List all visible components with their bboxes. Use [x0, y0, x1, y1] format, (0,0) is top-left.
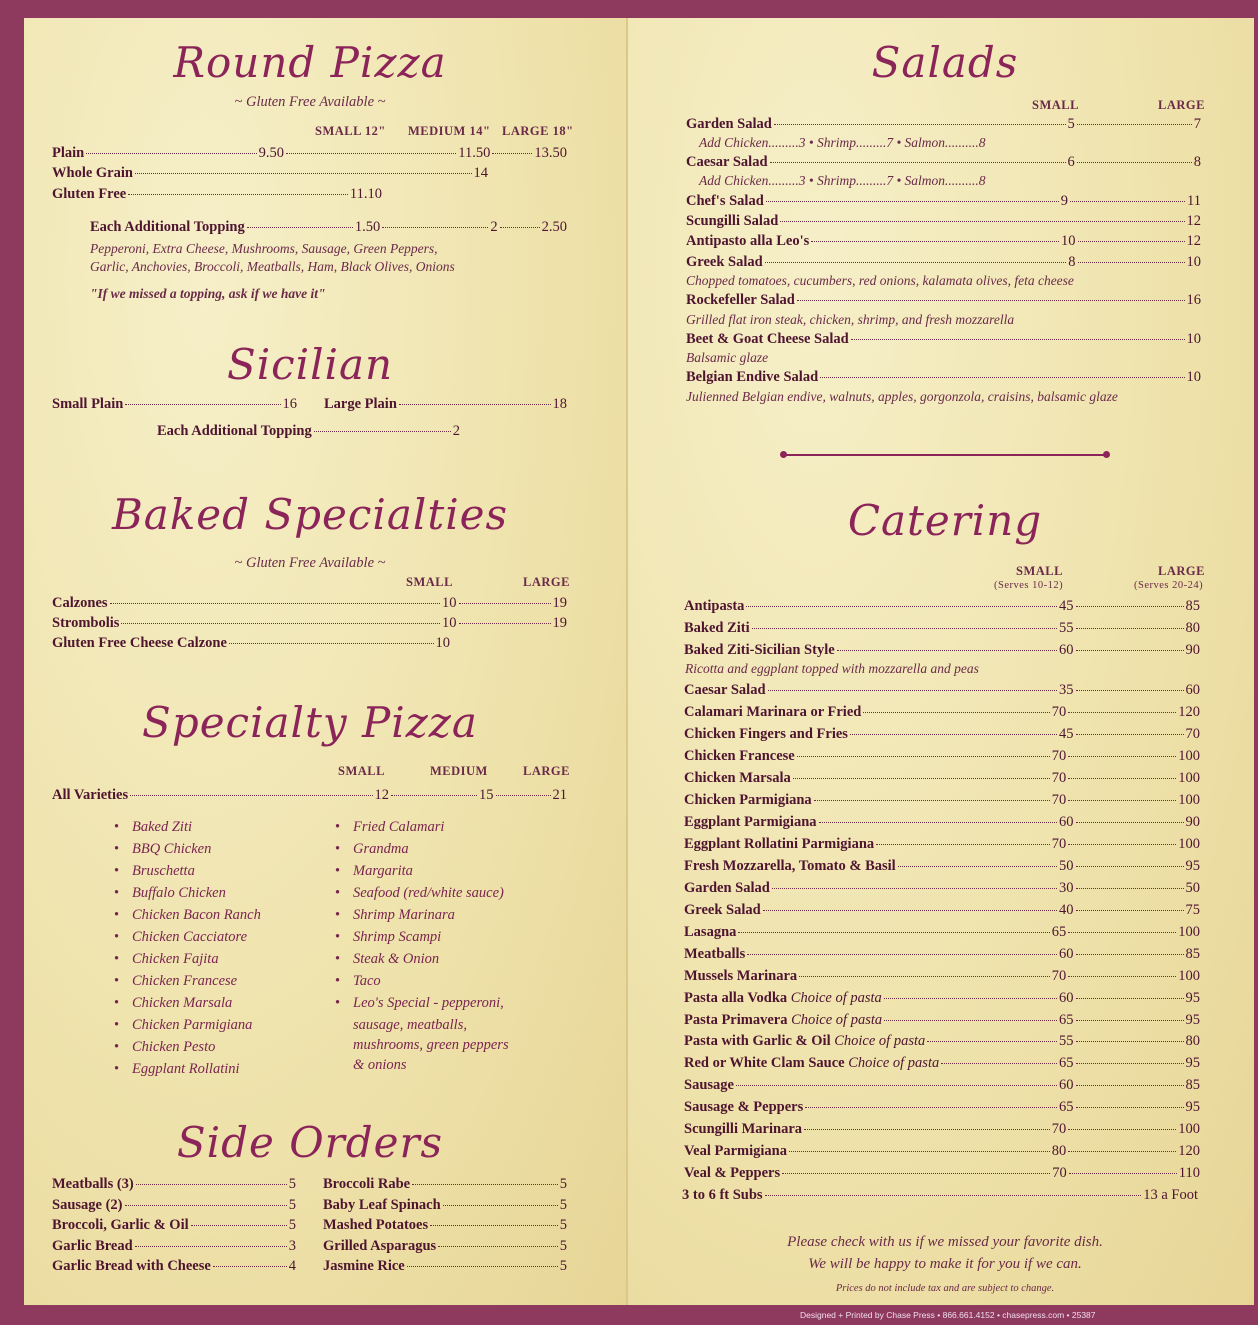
price-small: 60: [1059, 946, 1074, 962]
catering-row: [684, 620, 1200, 638]
belgian-desc: Julienned Belgian endive, walnuts, apples, gorgonzola, craisins, balsamic glaze: [686, 389, 1118, 404]
leos-special-cont-3: & onions: [353, 1057, 407, 1073]
specialty-col-small: SMALL: [338, 764, 385, 778]
item-price: 5: [559, 1258, 567, 1274]
catering-row: [684, 1055, 1200, 1073]
catering-note-2: We will be happy to make it for you if we can.: [808, 1256, 1082, 1272]
catering-col-small: SMALL: [1016, 564, 1063, 578]
price-large: 95: [1185, 1099, 1200, 1115]
catering-row: [684, 748, 1200, 766]
price-large: 11: [1187, 193, 1201, 209]
item-name: Eggplant Parmigiana: [684, 814, 817, 830]
item-price: 5: [559, 1217, 567, 1233]
specialty-item: • Chicken Fajita: [114, 951, 261, 973]
catering-row: [684, 858, 1200, 876]
catering-row: [684, 902, 1200, 920]
price-large: 100: [1178, 924, 1200, 940]
item-name: Beet & Goat Cheese Salad: [686, 331, 849, 347]
baked-col-large: LARGE: [523, 575, 570, 589]
item-name: Gluten Free Cheese Calzone: [52, 635, 227, 651]
sicilian-topping-row: [157, 423, 460, 441]
item-price: 5: [559, 1176, 567, 1192]
catering-row: [684, 836, 1200, 854]
round-col-medium: MEDIUM 14": [408, 124, 491, 138]
item-price: 13 a Foot: [1143, 1187, 1198, 1203]
catering-row: [684, 682, 1200, 700]
salads-col-large: LARGE: [1158, 98, 1205, 112]
item-name: Pasta with Garlic & Oil Choice of pasta: [684, 1033, 926, 1049]
item-name: Veal Parmigiana: [684, 1143, 787, 1159]
item-name: Belgian Endive Salad: [686, 369, 819, 385]
baked-row: [52, 595, 567, 613]
item-name: Broccoli, Garlic & Oil: [52, 1217, 189, 1233]
salad-row: [686, 116, 1201, 134]
specialty-item: • Chicken Cacciatore: [114, 929, 261, 951]
price-large: 21: [552, 787, 567, 803]
topping-list-line-1: Pepperoni, Extra Cheese, Mushrooms, Sausage, Green Peppers,: [90, 241, 438, 256]
round-topping-row: [90, 219, 567, 237]
price-large: 100: [1178, 836, 1200, 852]
specialty-item: • Chicken Pesto: [114, 1039, 261, 1061]
price-small: 70: [1051, 748, 1067, 764]
price-large: 16: [1186, 292, 1201, 308]
specialty-col-medium: MEDIUM: [430, 764, 488, 778]
item-name: Broccoli Rabe: [323, 1176, 411, 1192]
round-gluten-free-row: [52, 186, 382, 204]
item-note: Choice of pasta: [790, 990, 882, 1006]
price-large: 90: [1185, 642, 1200, 658]
item-price: 5: [559, 1197, 567, 1213]
side-row: [52, 1217, 296, 1235]
price-small: 70: [1051, 770, 1067, 786]
price-large: 10: [1186, 254, 1201, 270]
item-name: Chicken Marsala: [684, 770, 791, 786]
item-name: Veal & Peppers: [684, 1165, 781, 1181]
catering-row: [684, 968, 1200, 986]
item-name: Greek Salad: [684, 902, 761, 918]
specialty-item: • Eggplant Rollatini: [114, 1061, 261, 1083]
greek-desc: Chopped tomatoes, cucumbers, red onions, kalamata olives, feta cheese: [686, 273, 1074, 288]
item-name: Red or White Clam Sauce Choice of pasta: [684, 1055, 940, 1071]
baked-specialties-title: Baked Specialties: [111, 490, 509, 539]
catering-row: [684, 1165, 1200, 1183]
price-small: 45: [1059, 726, 1074, 742]
item-name: Small Plain: [52, 396, 124, 412]
item-name: Chef's Salad: [686, 193, 764, 209]
price-small: 45: [1059, 598, 1074, 614]
price-small: 10: [435, 635, 450, 651]
price-large: 70: [1185, 726, 1200, 742]
item-name: Whole Grain: [52, 165, 133, 181]
caesar-add-ons: Add Chicken.........3 • Shrimp.........7 • Salmon..........8: [699, 173, 986, 188]
catering-row: [684, 1033, 1200, 1051]
specialty-item: • Steak & Onion: [335, 951, 504, 973]
price-large: 13.50: [534, 145, 568, 161]
price-small: 60: [1059, 642, 1074, 658]
specialty-item: • Buffalo Chicken: [114, 885, 261, 907]
salads-title: Salads: [871, 38, 1019, 87]
item-name: Greek Salad: [686, 254, 763, 270]
item-price: 2: [452, 423, 460, 439]
salad-row: [686, 254, 1201, 272]
item-name: Garden Salad: [686, 116, 772, 132]
specialty-all-row: [52, 787, 567, 805]
specialty-item: • Shrimp Scampi: [335, 929, 504, 951]
price-large: 100: [1178, 792, 1200, 808]
catering-row: [684, 1012, 1200, 1030]
baked-col-small: SMALL: [406, 575, 453, 589]
item-name: Caesar Salad: [684, 682, 766, 698]
baked-ziti-sicilian-desc: Ricotta and eggplant topped with mozzarella and peas: [685, 661, 979, 676]
specialty-list-left: [114, 819, 261, 1083]
specialty-item: • Grandma: [335, 841, 504, 863]
price-large: 19: [552, 615, 567, 631]
catering-row: [684, 792, 1200, 810]
price-small: 80: [1051, 1143, 1067, 1159]
catering-row: [684, 1077, 1200, 1095]
side-row: [52, 1197, 296, 1215]
beet-desc: Balsamic glaze: [686, 350, 769, 365]
item-price: 5: [559, 1238, 567, 1254]
price-small: 9.50: [258, 145, 284, 161]
price-small: 30: [1059, 880, 1074, 896]
salad-row: [686, 233, 1201, 251]
item-note: Choice of pasta: [848, 1055, 940, 1071]
specialty-col-large: LARGE: [523, 764, 570, 778]
catering-col-small-sub: (Serves 10-12): [994, 580, 1064, 591]
price-small: 70: [1051, 968, 1067, 984]
specialty-item: • Seafood (red/white sauce): [335, 885, 504, 907]
item-name: Calzones: [52, 595, 108, 611]
price-small: 35: [1059, 682, 1074, 698]
specialty-item: • Shrimp Marinara: [335, 907, 504, 929]
missed-topping-note: "If we missed a topping, ask if we have it": [90, 286, 326, 301]
price-small: 10: [442, 615, 457, 631]
item-price: 18: [552, 396, 567, 412]
price-large: 75: [1185, 902, 1200, 918]
sicilian-small-row: [52, 396, 297, 414]
specialty-item: • Bruschetta: [114, 863, 261, 885]
price-medium: 11.50: [458, 145, 491, 161]
price-large: 7: [1193, 116, 1201, 132]
price-small: 70: [1052, 1165, 1067, 1181]
catering-row: [684, 642, 1200, 660]
price-medium: 15: [479, 787, 494, 803]
price-large: 100: [1178, 968, 1200, 984]
item-name: Garlic Bread with Cheese: [52, 1258, 211, 1274]
baked-row: [52, 635, 450, 653]
side-row: [323, 1258, 567, 1276]
item-name: 3 to 6 ft Subs: [682, 1187, 763, 1203]
catering-col-large-sub: (Serves 20-24): [1134, 580, 1204, 591]
item-name: Antipasta: [684, 598, 745, 614]
price-small: 12: [374, 787, 389, 803]
item-name: Each Additional Topping: [90, 219, 245, 235]
item-name: All Varieties: [52, 787, 129, 803]
price-small: 1.50: [354, 219, 381, 235]
price-small: 5: [1067, 116, 1075, 132]
price-large: 110: [1178, 1165, 1200, 1181]
item-name: Rockefeller Salad: [686, 292, 795, 308]
specialty-item: • Baked Ziti: [114, 819, 261, 841]
item-name: Grilled Asparagus: [323, 1238, 437, 1254]
baked-gluten-note: ~ Gluten Free Available ~: [234, 555, 386, 571]
printer-credit: Designed + Printed by Chase Press • 866.661.4152 • chasepress.com • 25387: [800, 1310, 1096, 1320]
catering-row: [684, 1121, 1200, 1139]
price-large: 95: [1185, 1055, 1200, 1071]
price-large: 50: [1185, 880, 1200, 896]
price-large: 19: [552, 595, 567, 611]
price-small: 9: [1060, 193, 1069, 209]
baked-row: [52, 615, 567, 633]
price-small: 10: [442, 595, 457, 611]
item-name: Baked Ziti: [684, 620, 750, 636]
side-row: [323, 1217, 567, 1235]
catering-row: [684, 946, 1200, 964]
price-large: 85: [1185, 1077, 1200, 1093]
item-name: Mussels Marinara: [684, 968, 798, 984]
item-name: Gluten Free: [52, 186, 127, 202]
rockefeller-desc: Grilled flat iron steak, chicken, shrimp, and fresh mozzarella: [686, 312, 1015, 327]
sicilian-title: Sicilian: [226, 340, 394, 389]
price-large: 85: [1185, 598, 1200, 614]
price-small: 50: [1059, 858, 1074, 874]
price-large: 12: [1186, 213, 1201, 229]
item-name: Strombolis: [52, 615, 120, 631]
item-name: Plain: [52, 145, 85, 161]
catering-row: [684, 814, 1200, 832]
price-small: 55: [1059, 620, 1074, 636]
item-note: Choice of pasta: [791, 1012, 883, 1028]
item-name: Jasmine Rice: [323, 1258, 405, 1274]
catering-col-large: LARGE: [1158, 564, 1205, 578]
salads-col-small: SMALL: [1032, 98, 1079, 112]
catering-row: [684, 990, 1200, 1008]
price-large: 95: [1185, 990, 1200, 1006]
price-small: 70: [1051, 704, 1067, 720]
item-name: Fresh Mozzarella, Tomato & Basil: [684, 858, 896, 874]
price-large: 8: [1193, 154, 1201, 170]
price-large: 85: [1185, 946, 1200, 962]
price-large: 120: [1178, 1143, 1200, 1159]
sicilian-large-row: [324, 396, 567, 414]
catering-row: [684, 1099, 1200, 1117]
item-name: Sausage: [684, 1077, 734, 1093]
round-pizza-gluten-note: ~ Gluten Free Available ~: [234, 94, 386, 110]
price-medium: 2: [490, 219, 498, 235]
specialty-list-right: [335, 819, 504, 1017]
item-price: 14: [473, 165, 488, 181]
leos-special-cont-1: sausage, meatballs,: [353, 1017, 467, 1033]
item-name: Garden Salad: [684, 880, 770, 896]
specialty-item: • Chicken Bacon Ranch: [114, 907, 261, 929]
specialty-item: • Chicken Francese: [114, 973, 261, 995]
garden-add-ons: Add Chicken.........3 • Shrimp.........7 • Salmon..........8: [699, 135, 986, 150]
item-name: Chicken Francese: [684, 748, 795, 764]
price-small: 65: [1051, 924, 1067, 940]
item-name: Meatballs (3): [52, 1176, 134, 1192]
price-small: 70: [1051, 792, 1067, 808]
specialty-item: • Leo's Special - pepperoni,: [335, 995, 504, 1017]
item-name: Meatballs: [684, 946, 746, 962]
item-price: 16: [282, 396, 297, 412]
item-name: Sausage (2): [52, 1197, 123, 1213]
item-price: 5: [288, 1197, 296, 1213]
side-orders-title: Side Orders: [176, 1118, 444, 1167]
salad-row: [686, 369, 1201, 387]
price-large: 10: [1186, 369, 1201, 385]
item-name: Baked Ziti-Sicilian Style: [684, 642, 835, 658]
side-row: [323, 1197, 567, 1215]
item-price: 4: [288, 1258, 296, 1274]
item-name: Sausage & Peppers: [684, 1099, 804, 1115]
round-col-large: LARGE 18": [502, 124, 574, 138]
item-name: Mashed Potatoes: [323, 1217, 429, 1233]
specialty-item: • BBQ Chicken: [114, 841, 261, 863]
price-large: 2.50: [541, 219, 567, 235]
round-col-small: SMALL 12": [315, 124, 386, 138]
price-large: 95: [1185, 858, 1200, 874]
item-name: Scungilli Salad: [686, 213, 779, 229]
item-name: Garlic Bread: [52, 1238, 133, 1254]
specialty-item: • Chicken Marsala: [114, 995, 261, 1017]
round-whole-grain-row: [52, 165, 488, 183]
salad-row: [686, 213, 1201, 231]
catering-row: [684, 770, 1200, 788]
price-large: 95: [1185, 1012, 1200, 1028]
price-disclaimer: Prices do not include tax and are subject to change.: [835, 1283, 1055, 1294]
side-row: [323, 1176, 567, 1194]
specialty-item: • Chicken Parmigiana: [114, 1017, 261, 1039]
price-small: 6: [1067, 154, 1075, 170]
price-large: 100: [1178, 748, 1200, 764]
price-large: 10: [1186, 331, 1201, 347]
specialty-item: • Margarita: [335, 863, 504, 885]
price-large: 120: [1178, 704, 1200, 720]
price-large: 80: [1185, 620, 1200, 636]
price-large: 100: [1178, 1121, 1200, 1137]
item-name: Chicken Parmigiana: [684, 792, 812, 808]
side-row: [323, 1238, 567, 1256]
section-divider: [784, 454, 1106, 456]
price-large: 12: [1186, 233, 1201, 249]
item-name: Chicken Fingers and Fries: [684, 726, 848, 742]
item-name: Antipasto alla Leo's: [686, 233, 810, 249]
price-small: 70: [1051, 836, 1067, 852]
catering-subs-row: [682, 1187, 1198, 1205]
price-small: 65: [1059, 1055, 1074, 1071]
price-small: 55: [1059, 1033, 1074, 1049]
side-row: [52, 1176, 296, 1194]
price-small: 65: [1059, 1012, 1074, 1028]
price-small: 60: [1059, 1077, 1074, 1093]
catering-row: [684, 1143, 1200, 1161]
catering-row: [684, 726, 1200, 744]
specialty-item: • Fried Calamari: [335, 819, 504, 841]
item-name: Eggplant Rollatini Parmigiana: [684, 836, 875, 852]
catering-row: [684, 924, 1200, 942]
salad-row: [686, 292, 1201, 310]
catering-title: Catering: [847, 496, 1043, 545]
price-large: 80: [1185, 1033, 1200, 1049]
topping-list-line-2: Garlic, Anchovies, Broccoli, Meatballs, Ham, Black Olives, Onions: [90, 259, 455, 274]
price-small: 70: [1051, 1121, 1067, 1137]
item-name: Lasagna: [684, 924, 737, 940]
catering-row: [684, 880, 1200, 898]
item-name: Scungilli Marinara: [684, 1121, 803, 1137]
item-name: Pasta alla Vodka Choice of pasta: [684, 990, 882, 1006]
catering-row: [684, 704, 1200, 722]
price-small: 60: [1059, 990, 1074, 1006]
price-small: 65: [1059, 1099, 1074, 1115]
item-note: Choice of pasta: [834, 1033, 926, 1049]
side-row: [52, 1238, 296, 1256]
specialty-pizza-title: Specialty Pizza: [142, 698, 478, 747]
left-menu-panel: [24, 18, 626, 1305]
price-small: 60: [1059, 814, 1074, 830]
item-name: Caesar Salad: [686, 154, 768, 170]
price-large: 90: [1185, 814, 1200, 830]
item-name: Calamari Marinara or Fried: [684, 704, 862, 720]
price-small: 40: [1059, 902, 1074, 918]
salad-row: [686, 331, 1201, 349]
price-small: 8: [1068, 254, 1076, 270]
specialty-item: • Taco: [335, 973, 504, 995]
catering-note-1: Please check with us if we missed your favorite dish.: [787, 1234, 1103, 1250]
round-plain-row: [52, 145, 567, 163]
item-price: 5: [288, 1217, 296, 1233]
item-name: Baby Leaf Spinach: [323, 1197, 441, 1213]
item-price: 5: [288, 1176, 296, 1192]
item-name: Large Plain: [324, 396, 397, 412]
leos-special-cont-2: mushrooms, green peppers: [353, 1037, 509, 1053]
item-price: 3: [288, 1238, 296, 1254]
price-large: 60: [1185, 682, 1200, 698]
price-small: 10: [1061, 233, 1076, 249]
item-name: Each Additional Topping: [157, 423, 312, 439]
item-name: Pasta Primavera Choice of pasta: [684, 1012, 883, 1028]
page-fold: [626, 18, 628, 1305]
round-pizza-title: Round Pizza: [173, 38, 447, 87]
side-row: [52, 1258, 296, 1276]
salad-row: [686, 154, 1201, 172]
price-large: 100: [1178, 770, 1200, 786]
item-price: 11.10: [349, 186, 382, 202]
salad-row: [686, 193, 1201, 211]
catering-row: [684, 598, 1200, 616]
